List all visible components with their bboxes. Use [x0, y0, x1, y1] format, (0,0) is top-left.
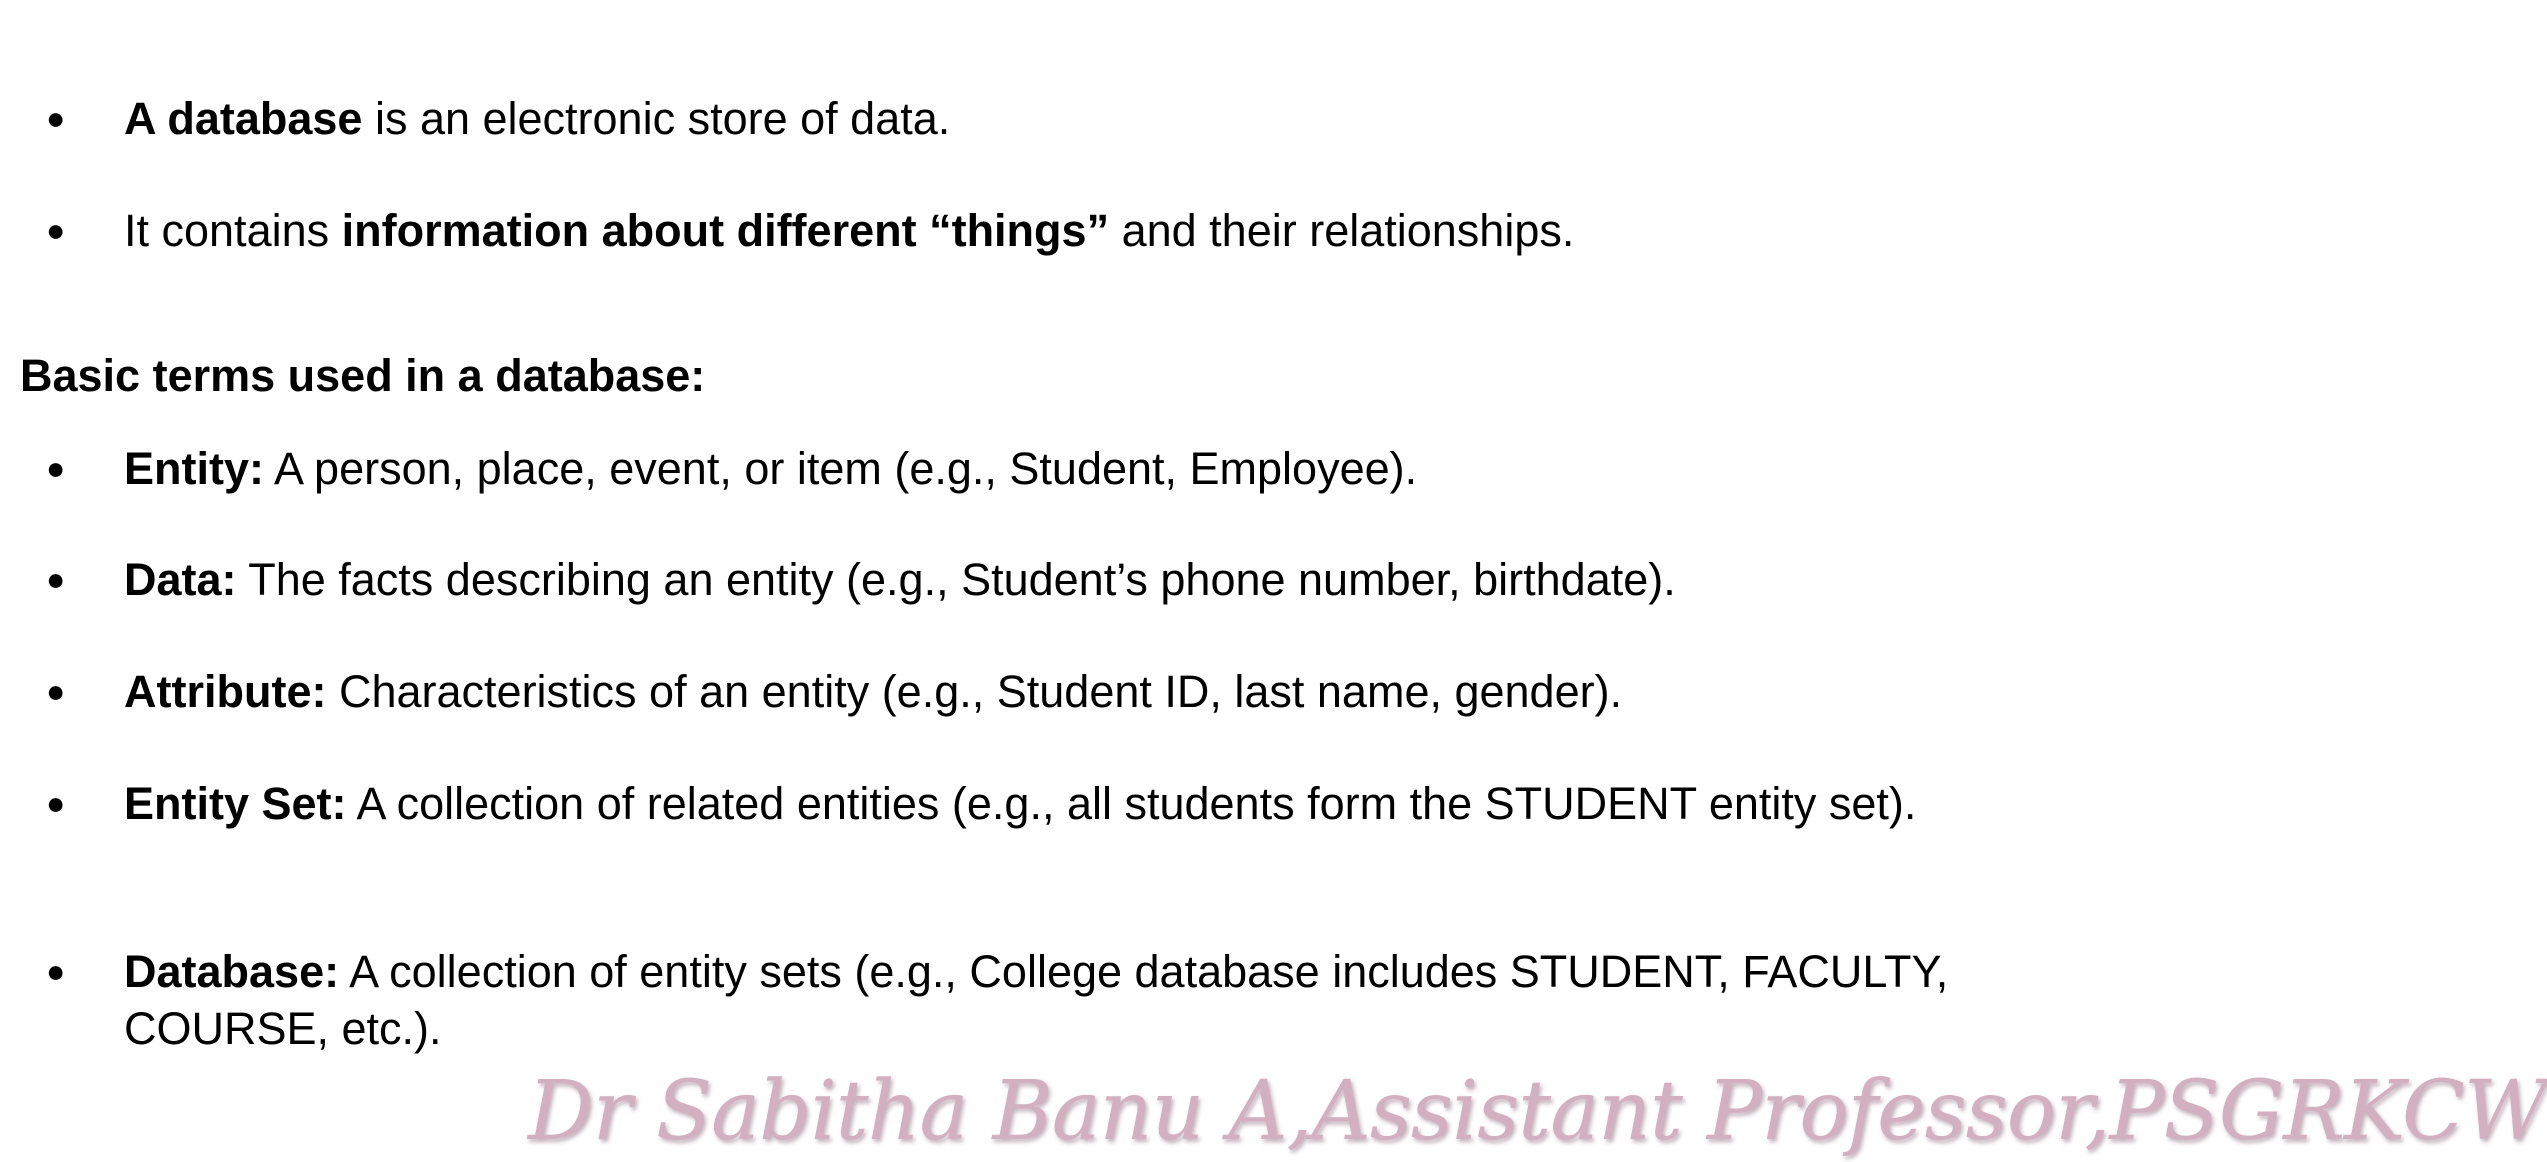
- intro-bullet-item: [46, 202, 2004, 259]
- term-description: A collection of related entities (e.g., all students form the STUDENT entity set).: [346, 778, 1917, 829]
- term-bullet-item: [46, 440, 2004, 497]
- bullet-icon: ●: [46, 953, 66, 989]
- intro-text: and their relationships.: [1109, 205, 1575, 256]
- term-description: A collection of entity sets (e.g., College database includes STUDENT, FACULTY, COURSE, etc.).: [124, 946, 1949, 1054]
- intro-term: A database: [124, 93, 363, 144]
- intro-term: information about different “things”: [341, 205, 1110, 256]
- term-label: Entity:: [124, 443, 264, 494]
- term-bullet-item: [46, 943, 2004, 1057]
- term-bullet-item: [46, 775, 2004, 832]
- bullet-icon: ●: [46, 561, 66, 597]
- term-description: A person, place, event, or item (e.g., Student, Employee).: [264, 443, 1418, 494]
- intro-text: It contains: [124, 205, 342, 256]
- bullet-icon: ●: [46, 785, 66, 821]
- term-label: Database:: [124, 946, 340, 997]
- bullet-icon: ●: [46, 673, 66, 709]
- bullet-icon: ●: [46, 212, 66, 248]
- author-watermark: Dr Sabitha Banu A,Assistant Professor,PSGRKCW: [528, 1064, 2547, 1159]
- bullet-icon: ●: [46, 100, 66, 136]
- intro-text: is an electronic store of data.: [362, 93, 951, 144]
- term-description: The facts describing an entity (e.g., Student’s phone number, birthdate).: [236, 554, 1676, 605]
- term-label: Entity Set:: [124, 778, 347, 829]
- term-bullet-item: [46, 663, 2004, 720]
- term-label: Data:: [124, 554, 237, 605]
- term-description: Characteristics of an entity (e.g., Student ID, last name, gender).: [326, 666, 1623, 717]
- intro-bullet-item: [46, 90, 2004, 147]
- section-heading: Basic terms used in a database:: [20, 350, 706, 401]
- bullet-icon: ●: [46, 450, 66, 486]
- term-bullet-item: [46, 551, 2004, 608]
- term-label: Attribute:: [124, 666, 327, 717]
